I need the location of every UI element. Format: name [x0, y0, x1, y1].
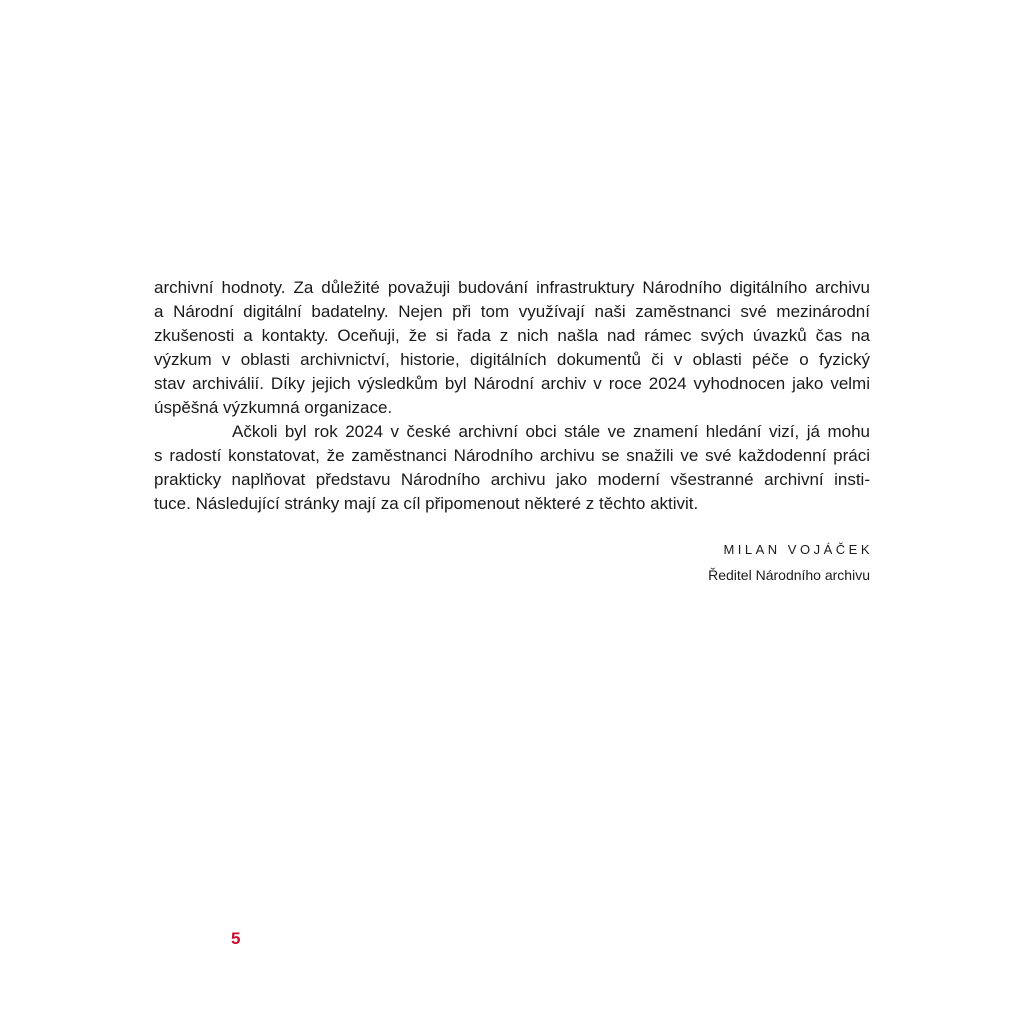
page-number: 5 — [231, 929, 241, 948]
text-line: prakticky naplňovat představu Národního archivu jako moderní všestranné archivní insti- — [154, 470, 870, 489]
signature-role: Ředitel Národního archivu — [708, 567, 870, 583]
text-line: úspěšná výzkumná organizace. — [154, 398, 393, 417]
body-text — [154, 276, 870, 516]
signature-name: MILAN VOJÁČEK — [723, 542, 873, 557]
text-line: a Národní digitální badatelny. Nejen při tom využívají naši zaměstnanci své mezinárodní — [154, 302, 870, 321]
paragraph-2 — [154, 420, 870, 516]
paragraph-1 — [154, 276, 870, 420]
signature-block — [708, 540, 873, 585]
text-line: archivní hodnoty. Za důležité považuji budování infrastruktury Národního digitálního archivu — [154, 278, 870, 297]
text-line: Ačkoli byl rok 2024 v české archivní obci stále ve znamení hledání vizí, já mohu — [232, 422, 870, 441]
text-line: zkušenosti a kontakty. Oceňuji, že si řada z nich našla nad rámec svých úvazků čas na — [154, 326, 870, 345]
text-line: výzkum v oblasti archivnictví, historie, digitálních dokumentů či v oblasti péče o fyzický — [154, 350, 870, 369]
text-line: s radostí konstatovat, že zaměstnanci Národního archivu se snažili ve své každodenní práci — [154, 446, 870, 465]
text-line: tuce. Následující stránky mají za cíl připomenout některé z těchto aktivit. — [154, 494, 699, 513]
text-line: stav archiválií. Díky jejich výsledkům byl Národní archiv v roce 2024 vyhodnocen jako velmi — [154, 374, 870, 393]
